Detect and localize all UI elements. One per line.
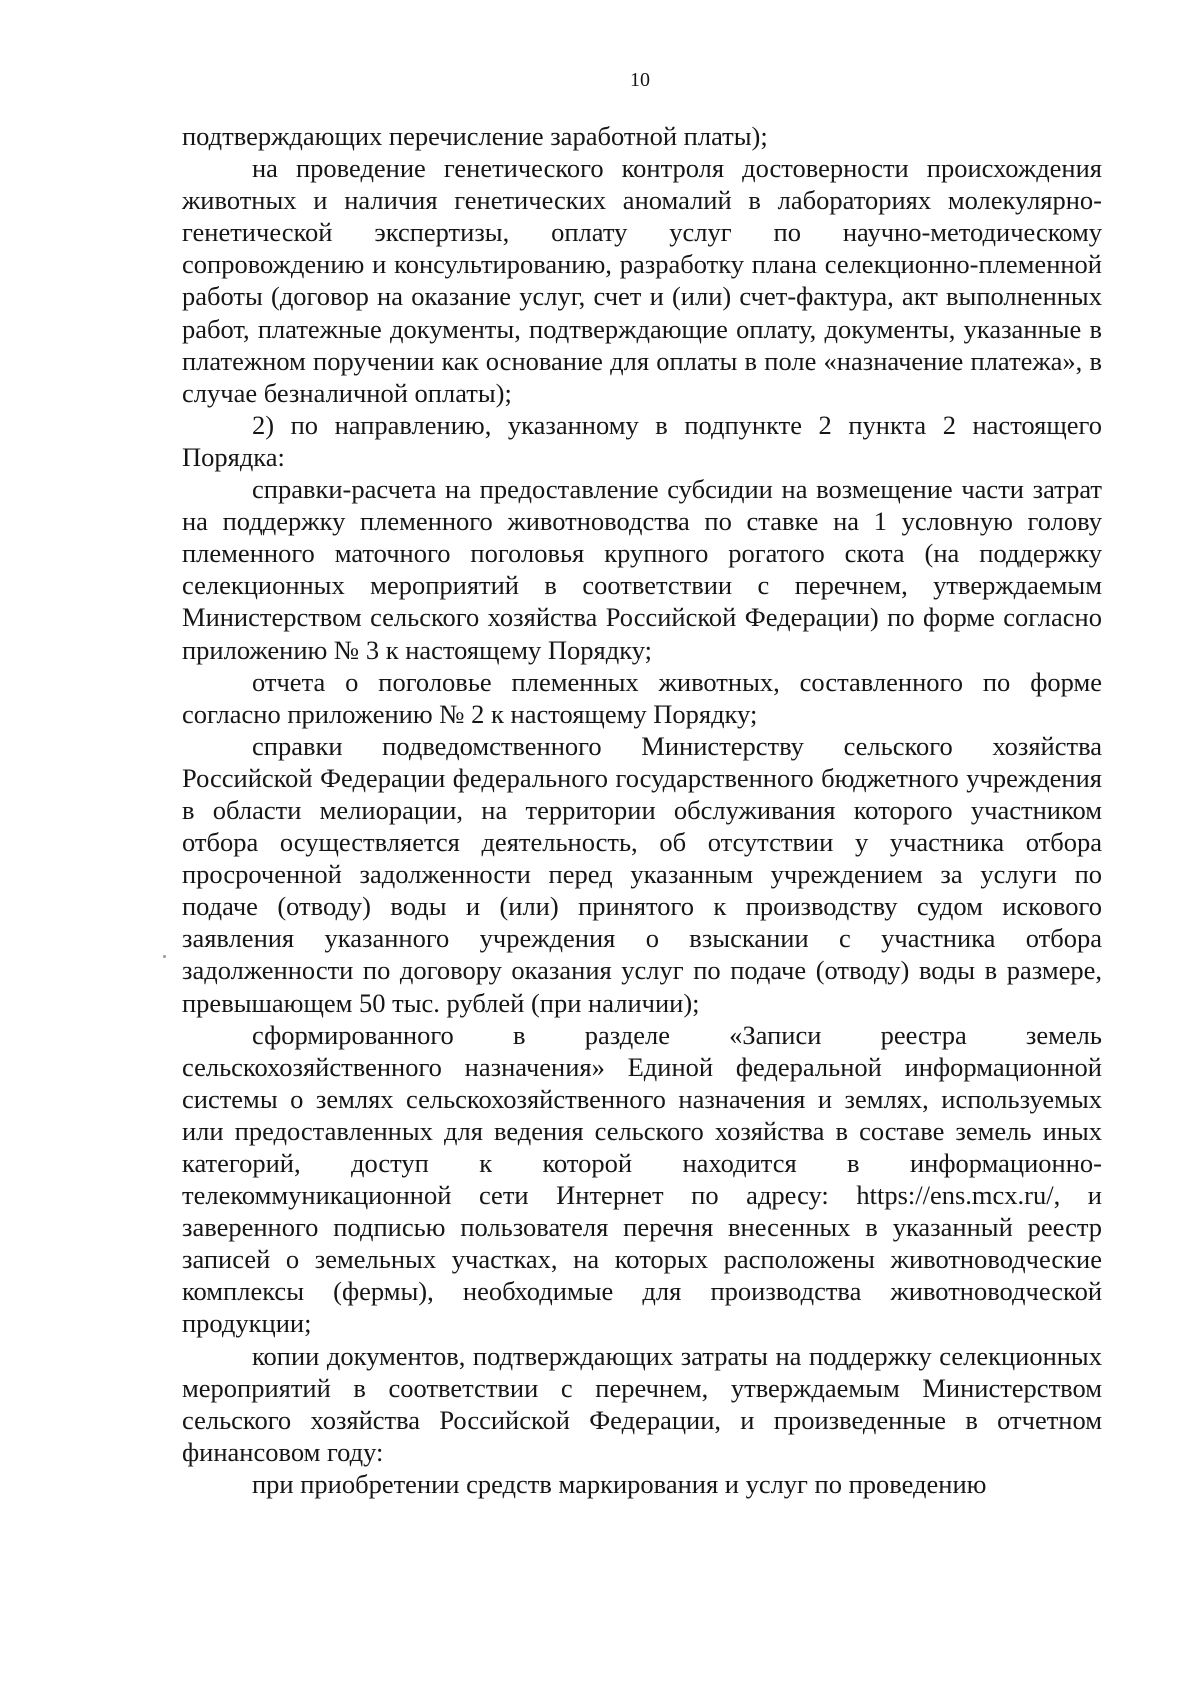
paragraph-land-registry: сформированного в разделе «Записи реестра земель сельскохозяйственного назначения» Единой федеральной информационной системы о землях сельскохозяйственного назначения и землях, используемых или предоставленных для ведения сельского хозяйства в составе земель иных категорий, доступ к которой находится в информационно-телекоммуникационной сети Интернет по адресу: https://ens.mcx.ru/, и заверенного подписью пользователя перечня внесенных в указанный реестр записей о земельных участках, на которых расположены животноводческие комплексы (фермы), необходимые для производства животноводческой продукции;	[182, 1019, 1102, 1339]
paragraph-cost-documents: копии документов, подтверждающих затраты на поддержку селекционных мероприятий в соответствии с перечнем, утверждаемым Министерством сельского хозяйства Российской Федерации, и произведенные в отчетном финансовом году:	[182, 1340, 1102, 1467]
paragraph-livestock-report: отчета о поголовье племенных животных, составленного по форме согласно приложению № 2 к настоящему Порядку;	[182, 666, 1102, 729]
paragraph-melioration-certificate: справки подведомственного Министерству сельского хозяйства Российской Федерации федерального государственного бюджетного учреждения в области мелиорации, на территории обслуживания которого участником отбора осуществляется деятельность, об отсутствии у участника отбора просроченной задолженности перед указанным учреждением за услуги по подаче (отводу) воды и (или) принятого к производству судом искового заявления указанного учреждения о взыскании с участника отбора задолженности по договору оказания услуг по подаче (отводу) воды в размере, превышающем 50 тыс. рублей (при наличии);	[182, 730, 1102, 1018]
paragraph-marking-means: при приобретении средств маркирования и услуг по проведению	[252, 1468, 987, 1499]
page-number: 10	[630, 69, 650, 91]
paragraph-continuation: подтверждающих перечисление заработной платы);	[182, 121, 768, 151]
paragraph-subsidy-calculation: справки-расчета на предоставление субсидии на возмещение части затрат на поддержку племенного животноводства по ставке на 1 условную голову племенного маточного поголовья крупного рогатого скота (на поддержку селекционных мероприятий в соответствии с перечнем, утверждаемым Министерством сельского хозяйства Российской Федерации) по форме согласно приложению № 3 к настоящему Порядку;	[182, 474, 1102, 665]
scan-speck	[163, 955, 166, 958]
document-body	[182, 120, 1102, 1500]
paragraph-genetic-control: на проведение генетического контроля достоверности происхождения животных и наличия генетических аномалий в лабораториях молекулярно-генетической экспертизы, оплату услуг по научно-методическому сопровождению и консультированию, разработку плана селекционно-племенной работы (договор на оказание услуг, счет и (или) счет-фактура, акт выполненных работ, платежные документы, подтверждающие оплату, документы, указанные в платежном поручении как основание для оплаты в поле «назначение платежа», в случае безналичной оплаты);	[182, 153, 1102, 408]
paragraph-direction-2: 2) по направлению, указанному в подпункте 2 пункта 2 настоящего Порядка:	[182, 409, 1102, 472]
